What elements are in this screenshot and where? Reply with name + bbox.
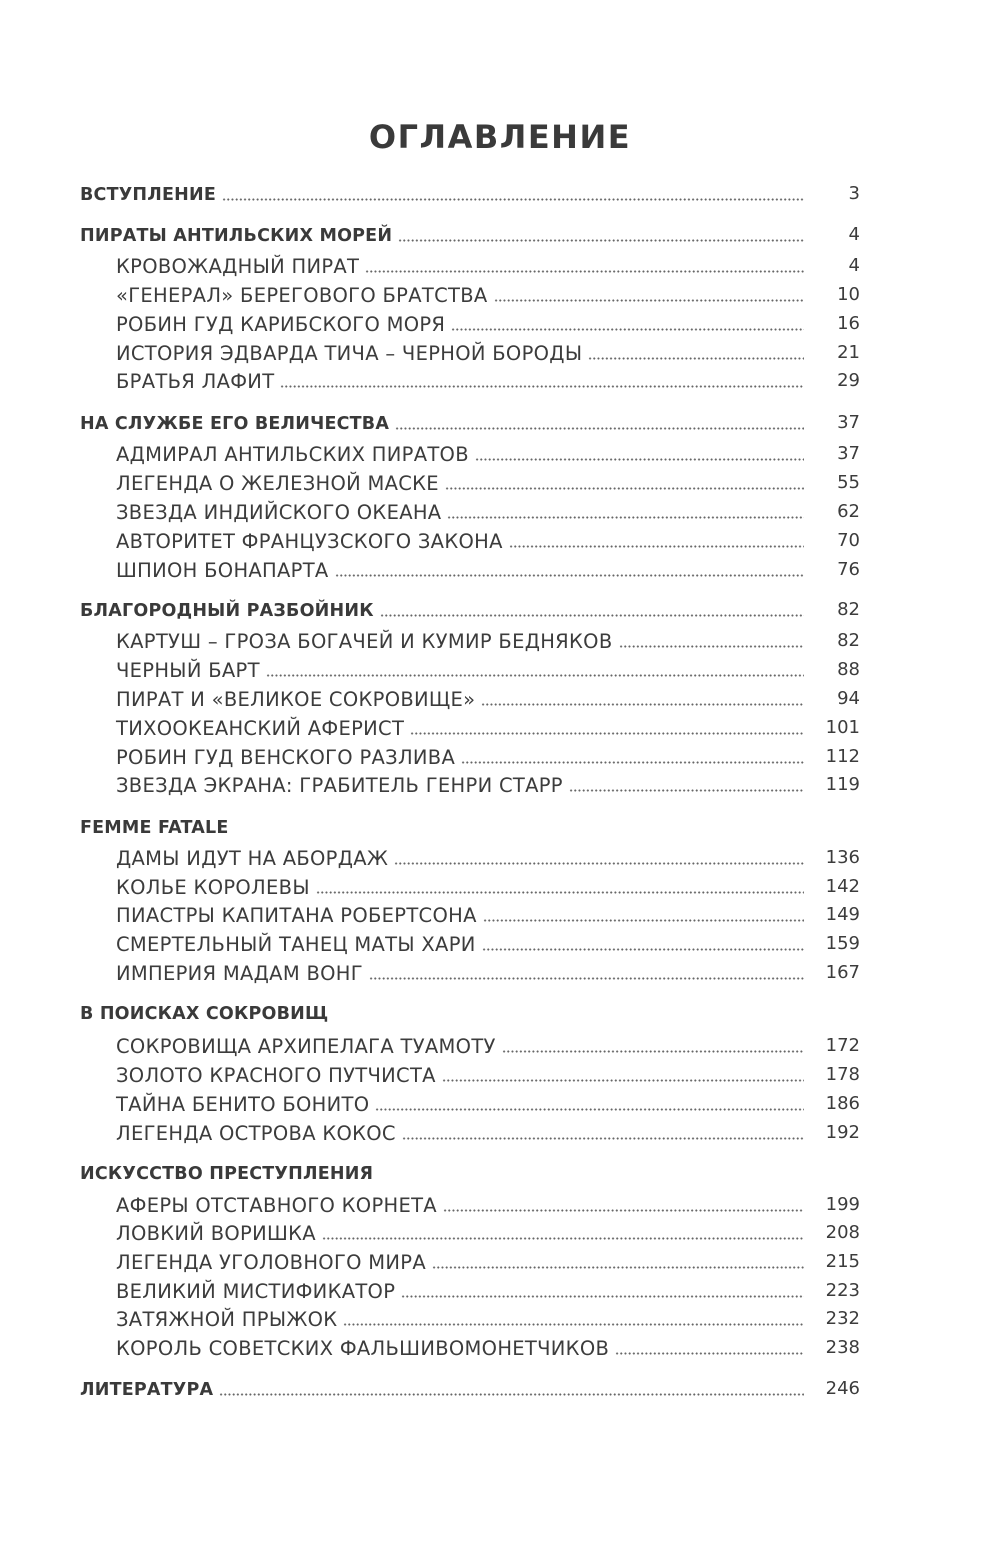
toc-entry [0,1032,1000,1060]
toc-entry-title: БЛАГОРОДНЫЙ РАЗБОЙНИК [80,601,374,621]
dot-leader [335,573,804,578]
toc-entry-title: КОЛЬЕ КОРОЛЕВЫ [116,876,310,899]
dot-leader [280,384,804,389]
toc-entry [0,281,1000,309]
toc-entry-title: СМЕРТЕЛЬНЫЙ ТАНЕЦ МАТЫ ХАРИ [116,933,476,956]
dot-leader [569,788,804,793]
dot-leader [316,890,804,895]
dot-leader [375,1107,804,1112]
toc-entry-title: ВСТУПЛЕНИЕ [80,185,216,205]
toc-entry-title: ВЕЛИКИЙ МИСТИФИКАТОР [116,1280,396,1303]
toc-entry-title: СОКРОВИЩА АРХИПЕЛАГА ТУАМОТУ [116,1035,496,1058]
toc-page-number: 70 [837,530,860,551]
toc-entry [0,930,1000,958]
toc-entry-title: АДМИРАЛ АНТИЛЬСКИХ ПИРАТОВ [116,443,469,466]
dot-leader [219,1392,804,1397]
toc-entry [0,556,1000,584]
toc-page-number: 4 [848,224,860,245]
dot-leader [369,976,804,981]
toc-page-number: 215 [825,1251,860,1272]
dot-leader [222,197,804,202]
dot-leader [588,356,804,361]
dot-leader [398,238,804,243]
dot-leader [401,1294,804,1299]
toc-entry [0,685,1000,713]
toc-entry [0,959,1000,987]
toc-page-number: 16 [837,313,860,334]
toc-page-number: 232 [825,1308,860,1329]
toc-page-number: 172 [825,1035,860,1056]
toc-chapter [0,180,1000,208]
dot-leader [502,1049,804,1054]
dot-leader [442,1078,804,1083]
toc-entry-title: ЛЕГЕНДА УГОЛОВНОГО МИРА [116,1251,427,1274]
dot-leader [451,327,804,332]
toc-entry-title: ЗВЕЗДА ЭКРАНА: ГРАБИТЕЛЬ ГЕНРИ СТАРР [116,774,563,797]
toc-entry-title: АФЕРЫ ОТСТАВНОГО КОРНЕТА [116,1194,437,1217]
toc-entry [0,498,1000,526]
toc-page-number: 10 [837,284,860,305]
toc-page-number: 142 [825,876,860,897]
toc-chapter [0,813,1000,841]
toc-entry [0,771,1000,799]
toc-chapter [0,1375,1000,1403]
toc-entry-title: АВТОРИТЕТ ФРАНЦУЗСКОГО ЗАКОНА [116,530,503,553]
toc-entry-title: ТИХООКЕАНСКИЙ АФЕРИСТ [116,717,405,740]
toc-entry [0,1191,1000,1219]
toc-page-number: 167 [825,962,860,983]
toc-page-number: 112 [825,746,860,767]
toc-page-number: 4 [848,255,860,276]
dot-leader [443,1208,804,1213]
toc-entry-title: ПИРАТЫ АНТИЛЬСКИХ МОРЕЙ [80,226,393,246]
dot-leader [615,1351,804,1356]
toc-entry [0,367,1000,395]
dot-leader [447,515,804,520]
toc-entry-title: В ПОИСКАХ СОКРОВИЩ [80,1004,329,1024]
toc-page-number: 37 [837,443,860,464]
toc-page-number: 238 [825,1337,860,1358]
toc-page-number: 186 [825,1093,860,1114]
toc-page-number: 119 [825,774,860,795]
toc-entry-title: ЗАТЯЖНОЙ ПРЫЖОК [116,1308,338,1331]
toc-page-number: 149 [825,904,860,925]
dot-leader [481,702,804,707]
toc-entry [0,714,1000,742]
toc-page-number: 37 [837,412,860,433]
toc-entry-title: БРАТЬЯ ЛАФИТ [116,370,275,393]
toc-entry [0,901,1000,929]
toc-entry-title: КОРОЛЬ СОВЕТСКИХ ФАЛЬШИВОМОНЕТЧИКОВ [116,1337,610,1360]
dot-leader [410,731,804,736]
page-title: ОГЛАВЛЕНИЕ [368,118,632,156]
toc-entry-title: ЛОВКИЙ ВОРИШКА [116,1222,316,1245]
toc-entry-title: ИСТОРИЯ ЭДВАРДА ТИЧА – ЧЕРНОЙ БОРОДЫ [116,342,583,365]
toc-entry-title: ЛЕГЕНДА ОСТРОВА КОКОС [116,1122,396,1145]
toc-entry-title: «ГЕНЕРАЛ» БЕРЕГОВОГО БРАТСТВА [116,284,488,307]
toc-chapter [0,221,1000,249]
dot-leader [509,544,804,549]
toc-entry [0,310,1000,338]
toc-entry-title: ЛИТЕРАТУРА [80,1380,214,1400]
toc-entry [0,1248,1000,1276]
toc-page-number: 159 [825,933,860,954]
toc-page-number: 94 [837,688,860,709]
toc-page-number: 21 [837,342,860,363]
toc-entry-title: ДАМЫ ИДУТ НА АБОРДАЖ [116,847,389,870]
toc-page-number: 88 [837,659,860,680]
toc-entry [0,1334,1000,1362]
dot-leader [394,861,804,866]
toc-entry-title: РОБИН ГУД КАРИБСКОГО МОРЯ [116,313,446,336]
toc-chapter [0,409,1000,437]
toc-page-number: 3 [848,183,860,204]
toc-entry-title: НА СЛУЖБЕ ЕГО ВЕЛИЧЕСТВА [80,414,390,434]
toc-page-number: 101 [825,717,860,738]
dot-leader [266,673,804,678]
dot-leader [365,269,804,274]
toc-entry [0,627,1000,655]
toc-page-number: 29 [837,370,860,391]
dot-leader [445,486,804,491]
toc-entry [0,339,1000,367]
toc-chapter [0,999,1000,1027]
toc-entry-title: ШПИОН БОНАПАРТА [116,559,329,582]
dot-leader [494,298,804,303]
toc-page-number: 136 [825,847,860,868]
toc-entry [0,743,1000,771]
toc-page-number: 199 [825,1194,860,1215]
toc-page-number: 76 [837,559,860,580]
toc-entry-title: ЗОЛОТО КРАСНОГО ПУТЧИСТА [116,1064,436,1087]
toc-entry [0,873,1000,901]
toc-entry-title: ЧЕРНЫЙ БАРТ [116,659,260,682]
toc-entry-title: ПИАСТРЫ КАПИТАНА РОБЕРТСОНА [116,904,477,927]
toc-entry-title: ИСКУССТВО ПРЕСТУПЛЕНИЯ [80,1164,374,1184]
toc-entry-title: ИМПЕРИЯ МАДАМ ВОНГ [116,962,363,985]
dot-leader [483,918,804,923]
toc-page-number: 192 [825,1122,860,1143]
dot-leader [475,457,804,462]
toc-entry [0,252,1000,280]
dot-leader [395,426,804,431]
dot-leader [380,613,804,618]
dot-leader [619,644,804,649]
toc-entry [0,1219,1000,1247]
toc-page-number: 82 [837,630,860,651]
toc-page-number: 208 [825,1222,860,1243]
dot-leader [432,1265,804,1270]
toc-entry [0,1119,1000,1147]
toc-entry-title: ТАЙНА БЕНИТО БОНИТО [116,1093,370,1116]
toc-page-number: 223 [825,1280,860,1301]
toc-page-number: 246 [825,1378,860,1399]
dot-leader [343,1322,804,1327]
toc-page-number: 55 [837,472,860,493]
toc-chapter [0,596,1000,624]
toc-entry-title: РОБИН ГУД ВЕНСКОГО РАЗЛИВА [116,746,456,769]
toc-entry [0,844,1000,872]
toc-entry-title: ЛЕГЕНДА О ЖЕЛЕЗНОЙ МАСКЕ [116,472,439,495]
dot-leader [402,1136,804,1141]
toc-entry [0,469,1000,497]
toc-page-number: 82 [837,599,860,620]
toc-entry [0,1305,1000,1333]
toc-entry [0,440,1000,468]
toc-entry [0,1090,1000,1118]
dot-leader [482,947,804,952]
toc-entry [0,1277,1000,1305]
toc-page-number: 62 [837,501,860,522]
toc-entry-title: КРОВОЖАДНЫЙ ПИРАТ [116,255,360,278]
toc-entry [0,656,1000,684]
dot-leader [461,760,804,765]
dot-leader [322,1236,804,1241]
toc-entry [0,527,1000,555]
toc-entry-title: ПИРАТ И «ВЕЛИКОЕ СОКРОВИЩЕ» [116,688,476,711]
toc-entry-title: КАРТУШ – ГРОЗА БОГАЧЕЙ И КУМИР БЕДНЯКОВ [116,630,613,653]
toc-entry-title: FEMME FATALE [80,818,229,838]
toc-page-number: 178 [825,1064,860,1085]
toc-chapter [0,1159,1000,1187]
toc-entry-title: ЗВЕЗДА ИНДИЙСКОГО ОКЕАНА [116,501,442,524]
toc-entry [0,1061,1000,1089]
